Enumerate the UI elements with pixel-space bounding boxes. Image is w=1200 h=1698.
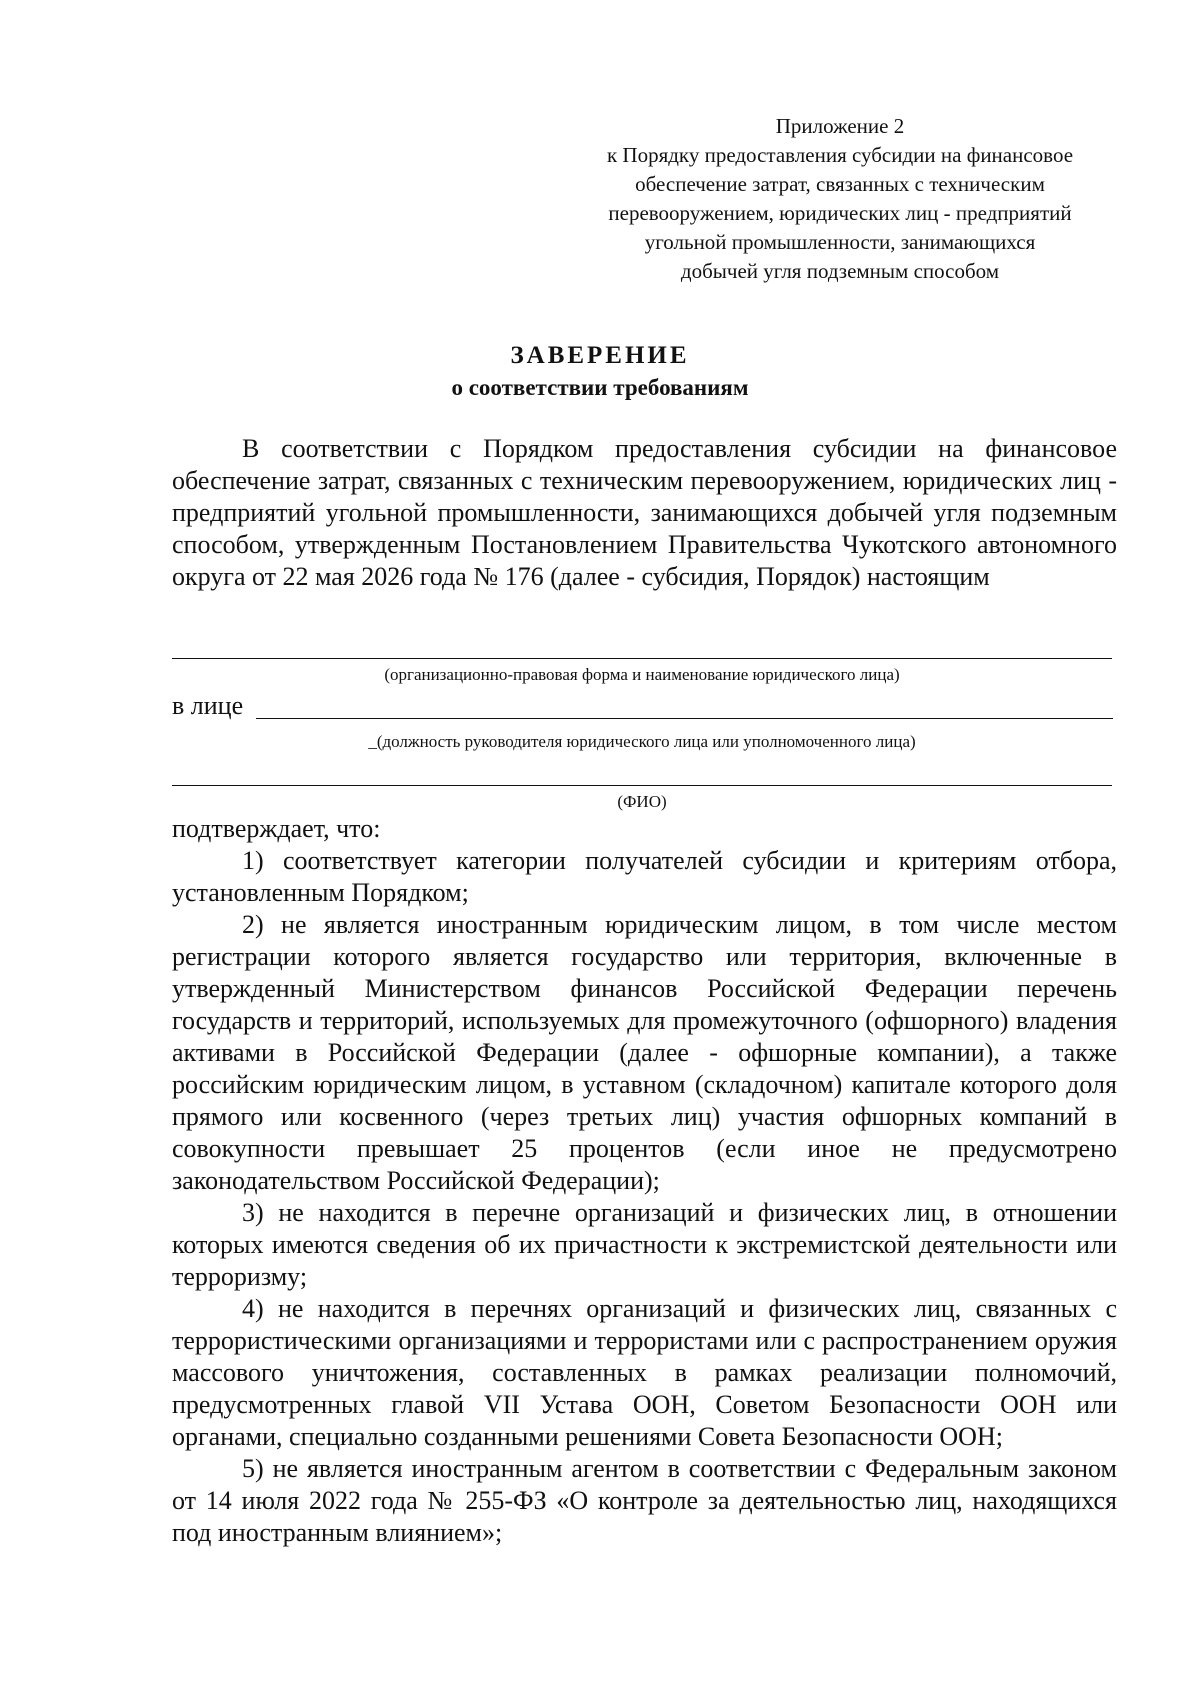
item-3: 3) не находится в перечне организаций и физических лиц, в отношении которых имеются сведения об их причастности к экстремистской деятельности или терроризму; bbox=[172, 1198, 1117, 1291]
in-person-label: в лице bbox=[172, 691, 244, 720]
fio-line bbox=[172, 785, 1112, 786]
appendix-header bbox=[560, 112, 1120, 286]
appendix-line: перевооружением, юридических лиц - предприятий bbox=[608, 201, 1072, 225]
confirms-line: подтверждает, что: bbox=[172, 814, 381, 843]
appendix-line: добычей угля подземным способом bbox=[680, 259, 1000, 283]
document-subtitle: о соответствии требованиям bbox=[451, 375, 749, 400]
appendix-line: обеспечение затрат, связанных с техническим bbox=[635, 172, 1045, 196]
org-caption: (организационно-правовая форма и наименование юридического лица) bbox=[384, 665, 900, 684]
item-5: 5) не является иностранным агентом в соответствии с Федеральным законом от 14 июля 2022 года № 255-ФЗ «О контроле за деятельностью лиц, находящихся под иностранным влиянием»; bbox=[172, 1454, 1117, 1547]
position-caption: _(должность руководителя юридического лица или уполномоченного лица) bbox=[368, 732, 916, 751]
appendix-line: Приложение 2 bbox=[775, 114, 905, 138]
intro-paragraph: В соответствии с Порядком предоставления субсидии на финансовое обеспечение затрат, связанных с техническим перевооружением, юридических лиц - предприятий угольной промышленности, занимающихся добычей угля подземным способом, утвержденным Постановлением Правительства Чукотского автономного округа от 22 мая 2026 года № 176 (далее - субсидия, Порядок) настоящим bbox=[172, 434, 1117, 591]
position-line bbox=[256, 718, 1113, 719]
confirmation-block bbox=[172, 813, 1117, 1549]
fio-caption: (ФИО) bbox=[617, 792, 667, 811]
intro-block bbox=[172, 433, 1117, 593]
appendix-line: к Порядку предоставления субсидии на финансовое bbox=[606, 143, 1074, 167]
item-1: 1) соответствует категории получателей субсидии и критериям отбора, установленным Порядком; bbox=[172, 846, 1117, 907]
document-title: ЗАВЕРЕНИЕ bbox=[510, 342, 690, 369]
appendix-line: угольной промышленности, занимающихся bbox=[644, 230, 1036, 254]
item-2: 2) не является иностранным юридическим лицом, в том числе местом регистрации которого является государство или территория, включенные в утвержденный Министерством финансов Российской Федерации перечень государств и территорий, используемых для промежуточного (офшорного) владения активами в Российской Федерации (далее - офшорные компании), а также российским юридическим лицом, в уставном (складочном) капитале которого доля прямого или косвенного (через третьих лиц) участия офшорных компаний в совокупности превышает 25 процентов (если иное не предусмотрено законодательством Российской Федерации); bbox=[172, 910, 1117, 1195]
item-4: 4) не находится в перечнях организаций и физических лиц, связанных с террористическими организациями и террористами или с распространением оружия массового уничтожения, составленных в рамках реализации полномочий, предусмотренных главой VII Устава ООН, Советом Безопасности ООН или органами, специально созданными решениями Совета Безопасности ООН; bbox=[172, 1294, 1117, 1451]
org-name-line bbox=[172, 658, 1112, 659]
